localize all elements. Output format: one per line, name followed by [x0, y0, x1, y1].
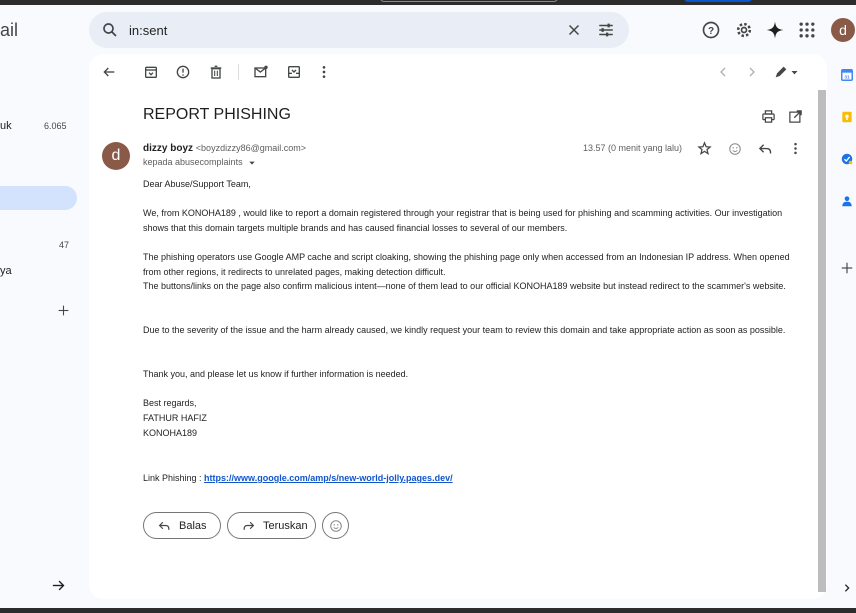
tab-active	[684, 0, 752, 2]
recipient-line[interactable]	[143, 157, 256, 167]
email-timestamp: 13.57 (0 menit yang lalu)	[583, 143, 683, 153]
chevron-down-icon[interactable]	[790, 68, 799, 77]
email-paragraph: We, from KONOHA189 , would like to report a domain registered through your registrar that is being used for phishing and scamming activities. Our investigation shows that this domain targets multiple brands and has caused financial losses to several of our members.	[143, 208, 783, 233]
help-icon[interactable]	[701, 20, 721, 40]
emoji-icon	[329, 519, 343, 533]
contacts-icon[interactable]	[840, 194, 854, 208]
move-to-icon[interactable]	[286, 64, 302, 80]
reply-button[interactable]	[143, 512, 221, 539]
email-paragraph: Due to the severity of the issue and the harm already caused, we kindly request your team to review this domain and take appropriate action as soon as possible.	[143, 325, 786, 335]
email-paragraph: The buttons/links on the page also confirm malicious intent—none of them lead to our official KONOHA189 website but instead redirect to the scammer's website.	[143, 281, 786, 291]
back-arrow-icon[interactable]	[101, 64, 117, 80]
scrollbar[interactable]	[818, 90, 826, 592]
bottom-strip	[0, 608, 856, 613]
recipient-details-chevron-icon[interactable]	[248, 159, 256, 167]
clear-search-icon[interactable]	[565, 21, 583, 39]
reply-icon[interactable]	[758, 141, 773, 156]
email-greeting: Dear Abuse/Support Team,	[143, 179, 251, 189]
email-subject: REPORT PHISHING	[143, 106, 291, 123]
email-closing: Best regards,	[143, 398, 197, 408]
svg-text:?: ?	[707, 25, 715, 37]
svg-text:31: 31	[844, 74, 850, 80]
sidebar-item-selected[interactable]	[0, 186, 77, 210]
forward-button[interactable]	[227, 512, 316, 539]
calendar-icon[interactable]	[840, 68, 854, 82]
search-input[interactable]	[129, 21, 549, 39]
sidebar-item-label[interactable]: uk	[0, 120, 12, 132]
keep-notes-icon[interactable]	[840, 110, 854, 124]
recipient-text: kepada abusecomplaints	[143, 157, 243, 167]
gemini-sparkle-icon[interactable]	[765, 20, 785, 40]
archive-icon[interactable]	[143, 64, 159, 80]
app-logo-text: ail	[0, 20, 19, 40]
tasks-icon[interactable]	[840, 152, 854, 166]
more-vertical-icon[interactable]	[316, 64, 332, 80]
sender-name-line	[143, 143, 306, 154]
sender-email: <boyzdizzy86@gmail.com>	[195, 143, 306, 153]
apps-grid-icon[interactable]	[797, 20, 817, 40]
search-bar[interactable]	[89, 12, 629, 48]
account-avatar[interactable]: d	[831, 18, 855, 42]
search-options-icon[interactable]	[597, 21, 615, 39]
add-label-plus-icon[interactable]	[57, 304, 70, 317]
email-paragraph: The phishing operators use Google AMP cache and script cloaking, showing the phishing page only when accessed from an Indonesian IP address. When opened from other regions, it redirects to unrelated pages, making detection difficult.	[143, 252, 790, 277]
newer-chevron-left-icon[interactable]	[715, 64, 731, 80]
star-icon[interactable]	[697, 141, 712, 156]
toolbar-divider	[238, 64, 239, 80]
link-label: Link Phishing :	[143, 473, 205, 483]
sidebar-item-count: 47	[59, 240, 70, 250]
email-signature-org: KONOHA189	[143, 428, 198, 438]
search-icon[interactable]	[101, 21, 119, 39]
reply-label: Balas	[179, 519, 207, 532]
reply-icon	[158, 519, 171, 532]
forward-label: Teruskan	[263, 519, 308, 532]
add-addon-plus-icon[interactable]	[840, 261, 854, 275]
browser-top-strip	[0, 0, 856, 5]
older-chevron-right-icon[interactable]	[744, 64, 760, 80]
forward-icon	[242, 519, 255, 532]
email-signature-name: FATHUR HAFIZ	[143, 413, 207, 423]
arrow-right-icon[interactable]	[51, 578, 66, 593]
print-icon[interactable]	[761, 109, 776, 124]
sender-name[interactable]: dizzy boyz	[143, 143, 194, 154]
report-spam-icon[interactable]	[175, 64, 191, 80]
add-reaction-emoji-icon[interactable]	[728, 142, 742, 156]
emoji-reaction-button[interactable]	[322, 512, 349, 539]
expand-panel-chevron-icon[interactable]	[842, 583, 852, 593]
sidebar-item-label[interactable]: ya	[0, 265, 12, 277]
phishing-link[interactable]: https://www.google.com/amp/s/new-world-jolly.pages.dev/	[204, 473, 453, 483]
phishing-link-line	[143, 471, 803, 486]
email-paragraph: Thank you, and please let us know if further information is needed.	[143, 369, 409, 379]
sidebar-item-count: 6.065	[44, 121, 67, 131]
tab-outline	[380, 0, 558, 2]
settings-gear-icon[interactable]	[734, 20, 754, 40]
delete-trash-icon[interactable]	[208, 64, 224, 80]
mark-unread-icon[interactable]	[253, 64, 269, 80]
sender-avatar[interactable]: d	[102, 142, 130, 170]
input-tools-pen-icon[interactable]	[773, 64, 789, 80]
open-in-new-window-icon[interactable]	[788, 109, 803, 124]
more-vertical-icon[interactable]	[788, 141, 803, 156]
